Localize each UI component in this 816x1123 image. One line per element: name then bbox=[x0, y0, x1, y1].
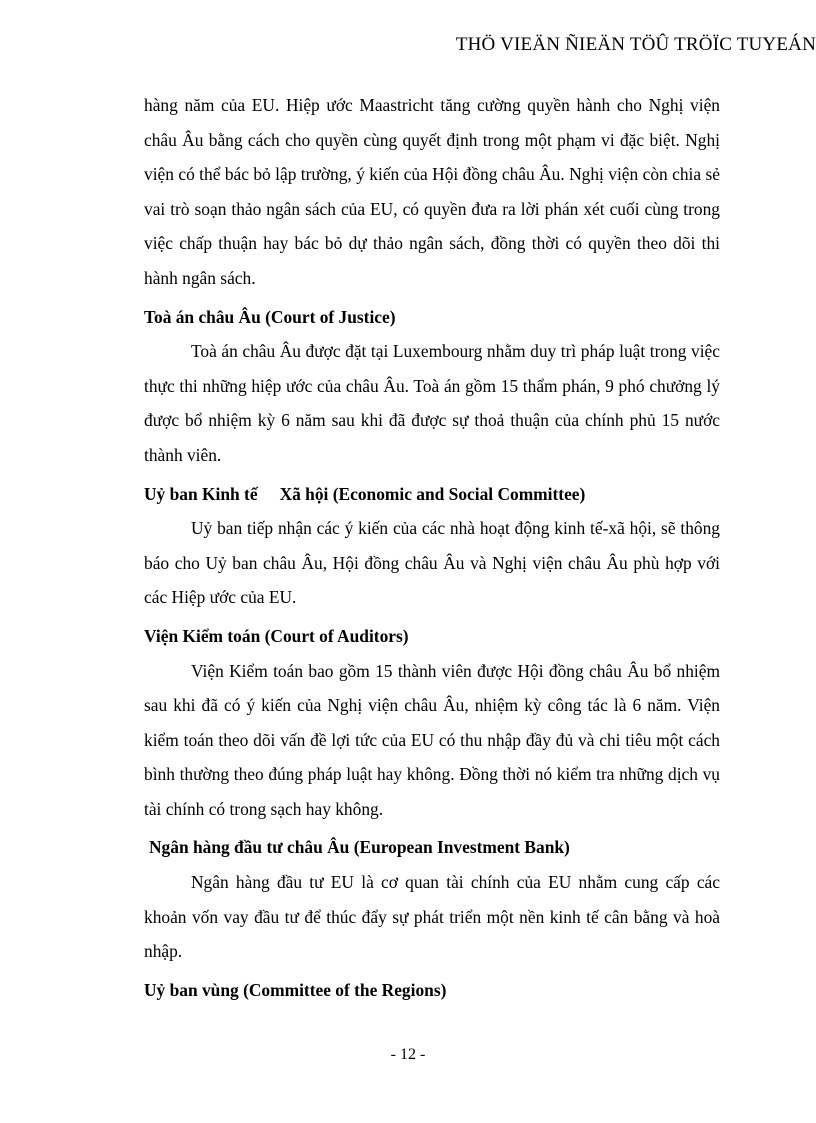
heading-european-investment-bank: Ngân hàng đầu tư châu Âu (European Investment Bank) bbox=[149, 837, 570, 858]
paragraph-court-of-justice: Toà án châu Âu được đặt tại Luxembourg nhằm duy trì pháp luật trong việc thực thi những hiệp ước của châu Âu. Toà án gồm 15 thẩm phán, 9 phó chưởng lý được bổ nhiệm kỳ 6 năm sau khi đã được sự thoả thuận của chính phủ 15 nước thành viên. bbox=[144, 341, 720, 465]
heading-economic-social-committee bbox=[144, 477, 720, 512]
paragraph-european-investment-bank: Ngân hàng đầu tư EU là cơ quan tài chính của EU nhằm cung cấp các khoản vốn vay đầu tư để thúc đẩy sự phát triển một nền kinh tế cân bằng và hoà nhập. bbox=[144, 872, 720, 962]
page-number: - 12 - bbox=[390, 1046, 426, 1063]
paragraph-parliament-continued: hàng năm của EU. Hiệp ước Maastricht tăng cường quyền hành cho Nghị viện châu Âu bằng cách cho quyền cùng quyết định trong một phạm vi đặc biệt. Nghị viện có thể bác bỏ lập trường, ý kiến của Hội đồng châu Âu. Nghị viện còn chia sẻ vai trò soạn thảo ngân sách của EU, có quyền đưa ra lời phán xét cuối cùng trong việc chấp thuận hay bác bỏ dự thảo ngân sách, đồng thời có quyền theo dõi thi hành ngân sách. bbox=[144, 95, 720, 288]
paragraph-court-of-auditors: Viện Kiểm toán bao gồm 15 thành viên được Hội đồng châu Âu bổ nhiệm sau khi đã có ý kiến của Nghị viện châu Âu, nhiệm kỳ công tác là 6 năm. Viện kiểm toán theo dõi vấn đề lợi tức của EU có thu nhập đầy đủ và chi tiêu một cách bình thường theo đúng pháp luật hay không. Đồng thời nó kiểm tra những dịch vụ tài chính có trong sạch hay không. bbox=[144, 660, 720, 819]
heading-committee-of-regions: Uỷ ban vùng (Committee of the Regions) bbox=[144, 979, 447, 1000]
page-body bbox=[144, 88, 720, 1007]
heading-court-of-justice: Toà án châu Âu (Court of Justice) bbox=[144, 306, 396, 327]
paragraph-economic-social-committee: Uỷ ban tiếp nhận các ý kiến của các nhà hoạt động kinh tế-xã hội, sẽ thông báo cho Uỷ ban châu Âu, Hội đồng châu Âu và Nghị viện châu Âu phù hợp với các Hiệp ước của EU. bbox=[144, 518, 720, 608]
heading-court-of-auditors: Viện Kiểm toán (Court of Auditors) bbox=[144, 625, 409, 646]
heading-economic-social-committee-part2: Xã hội (Economic and Social Committee) bbox=[279, 483, 586, 504]
running-header: THÖ VIEÄN ÑIEÄN TÖÛ TRÖÏC TUYEÁN bbox=[455, 34, 816, 55]
heading-economic-social-committee-part1: Uỷ ban Kinh tế bbox=[144, 483, 258, 504]
